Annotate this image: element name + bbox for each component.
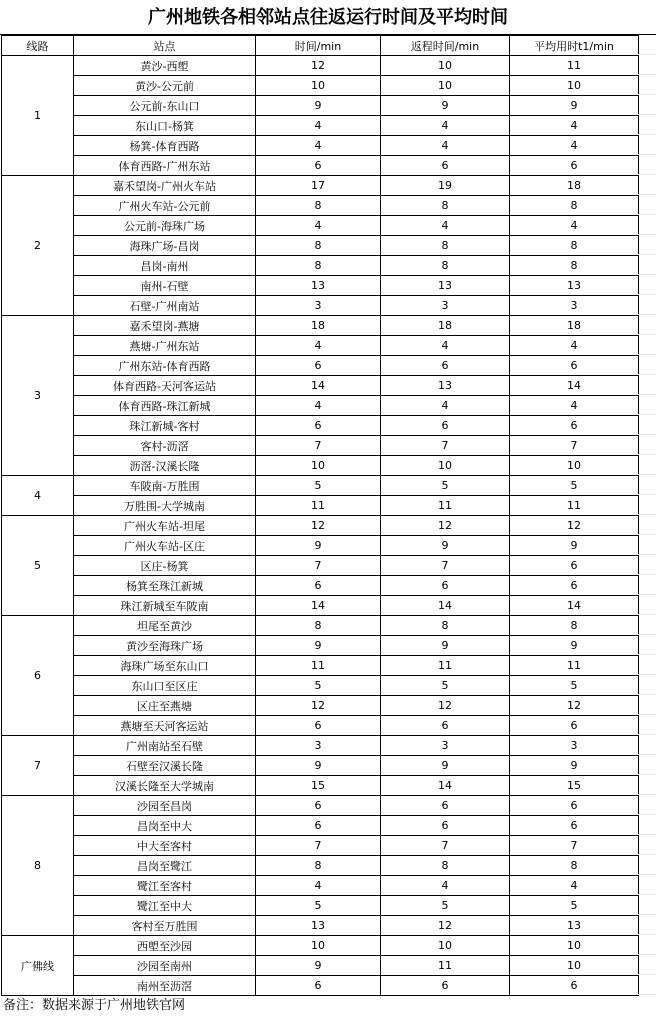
time-cell[interactable]: 8 bbox=[256, 236, 381, 256]
station-pair-cell[interactable]: 南州-石壁 bbox=[74, 276, 256, 296]
station-pair-cell[interactable]: 体育西路-珠江新城 bbox=[74, 396, 256, 416]
time-cell[interactable]: 5 bbox=[256, 896, 381, 916]
return-time-cell[interactable]: 10 bbox=[381, 56, 510, 76]
return-time-cell[interactable]: 9 bbox=[381, 756, 510, 776]
time-cell[interactable]: 12 bbox=[256, 56, 381, 76]
station-pair-cell[interactable]: 石壁至汉溪长隆 bbox=[74, 756, 256, 776]
table-row bbox=[2, 56, 639, 76]
header-station[interactable]: 站点 bbox=[74, 36, 256, 56]
average-time-cell[interactable]: 6 bbox=[510, 416, 639, 436]
table-row bbox=[2, 336, 639, 356]
time-cell[interactable]: 6 bbox=[256, 816, 381, 836]
time-cell[interactable]: 9 bbox=[256, 756, 381, 776]
station-pair-cell[interactable]: 区庄-杨箕 bbox=[74, 556, 256, 576]
time-cell[interactable]: 12 bbox=[256, 696, 381, 716]
average-time-cell[interactable]: 9 bbox=[510, 756, 639, 776]
time-cell[interactable]: 4 bbox=[256, 136, 381, 156]
average-time-cell[interactable]: 4 bbox=[510, 876, 639, 896]
average-time-cell[interactable]: 6 bbox=[510, 976, 639, 996]
station-pair-cell[interactable]: 广州火车站-坦尾 bbox=[74, 516, 256, 536]
time-cell[interactable]: 4 bbox=[256, 216, 381, 236]
average-time-cell[interactable]: 6 bbox=[510, 556, 639, 576]
time-cell[interactable]: 4 bbox=[256, 116, 381, 136]
table-row bbox=[2, 116, 639, 136]
line-cell[interactable]: 4 bbox=[2, 476, 74, 516]
table-row bbox=[2, 736, 639, 756]
time-cell[interactable]: 7 bbox=[256, 436, 381, 456]
station-pair-cell[interactable]: 东山口-杨箕 bbox=[74, 116, 256, 136]
time-cell[interactable]: 6 bbox=[256, 716, 381, 736]
station-pair-cell[interactable]: 鹭江至中大 bbox=[74, 896, 256, 916]
return-time-cell[interactable]: 4 bbox=[381, 116, 510, 136]
return-time-cell[interactable]: 19 bbox=[381, 176, 510, 196]
time-cell[interactable]: 10 bbox=[256, 936, 381, 956]
average-time-cell[interactable]: 18 bbox=[510, 176, 639, 196]
time-cell[interactable]: 9 bbox=[256, 956, 381, 976]
line-cell[interactable]: 1 bbox=[2, 56, 74, 176]
return-time-cell[interactable]: 9 bbox=[381, 636, 510, 656]
return-time-cell[interactable]: 8 bbox=[381, 236, 510, 256]
header-row bbox=[2, 36, 639, 56]
station-pair-cell[interactable]: 嘉禾望岗-燕塘 bbox=[74, 316, 256, 336]
station-pair-cell[interactable]: 坦尾至黄沙 bbox=[74, 616, 256, 636]
station-pair-cell[interactable]: 南州至沥滘 bbox=[74, 976, 256, 996]
average-time-cell[interactable]: 8 bbox=[510, 256, 639, 276]
time-cell[interactable]: 6 bbox=[256, 976, 381, 996]
time-cell[interactable]: 18 bbox=[256, 316, 381, 336]
return-time-cell[interactable]: 4 bbox=[381, 396, 510, 416]
station-pair-cell[interactable]: 珠江新城-客村 bbox=[74, 416, 256, 436]
average-time-cell[interactable]: 9 bbox=[510, 96, 639, 116]
station-pair-cell[interactable]: 车陂南-万胜围 bbox=[74, 476, 256, 496]
station-pair-cell[interactable]: 公元前-东山口 bbox=[74, 96, 256, 116]
table-row bbox=[2, 576, 639, 596]
return-time-cell[interactable]: 6 bbox=[381, 796, 510, 816]
return-time-cell[interactable]: 9 bbox=[381, 536, 510, 556]
return-time-cell[interactable]: 10 bbox=[381, 76, 510, 96]
table-row bbox=[2, 236, 639, 256]
table-row bbox=[2, 816, 639, 836]
average-time-cell[interactable]: 6 bbox=[510, 796, 639, 816]
time-cell[interactable]: 13 bbox=[256, 276, 381, 296]
header-average-time[interactable]: 平均用时t1/min bbox=[510, 36, 639, 56]
return-time-cell[interactable]: 6 bbox=[381, 816, 510, 836]
station-pair-cell[interactable]: 沥滘-汉溪长隆 bbox=[74, 456, 256, 476]
station-pair-cell[interactable]: 黄沙-公元前 bbox=[74, 76, 256, 96]
line-cell[interactable]: 3 bbox=[2, 316, 74, 476]
station-pair-cell[interactable]: 沙园至昌岗 bbox=[74, 796, 256, 816]
table-row bbox=[2, 96, 639, 116]
station-pair-cell[interactable]: 昌岗-南州 bbox=[74, 256, 256, 276]
average-time-cell[interactable]: 11 bbox=[510, 496, 639, 516]
header-return-time[interactable]: 返程时间/min bbox=[381, 36, 510, 56]
time-cell[interactable]: 10 bbox=[256, 76, 381, 96]
station-pair-cell[interactable]: 东山口至区庄 bbox=[74, 676, 256, 696]
average-time-cell[interactable]: 10 bbox=[510, 936, 639, 956]
average-time-cell[interactable]: 7 bbox=[510, 836, 639, 856]
return-time-cell[interactable]: 10 bbox=[381, 456, 510, 476]
time-cell[interactable]: 11 bbox=[256, 656, 381, 676]
average-time-cell[interactable]: 6 bbox=[510, 156, 639, 176]
return-time-cell[interactable]: 6 bbox=[381, 156, 510, 176]
line-cell[interactable]: 8 bbox=[2, 796, 74, 936]
time-cell[interactable]: 4 bbox=[256, 396, 381, 416]
time-cell[interactable]: 6 bbox=[256, 156, 381, 176]
station-pair-cell[interactable]: 广州南站至石壁 bbox=[74, 736, 256, 756]
table-row bbox=[2, 456, 639, 476]
return-time-cell[interactable]: 6 bbox=[381, 576, 510, 596]
station-pair-cell[interactable]: 黄沙-西塱 bbox=[74, 56, 256, 76]
station-pair-cell[interactable]: 汉溪长隆至大学城南 bbox=[74, 776, 256, 796]
table-row bbox=[2, 376, 639, 396]
return-time-cell[interactable]: 10 bbox=[381, 936, 510, 956]
return-time-cell[interactable]: 8 bbox=[381, 256, 510, 276]
station-pair-cell[interactable]: 西塱至沙园 bbox=[74, 936, 256, 956]
header-time[interactable]: 时间/min bbox=[256, 36, 381, 56]
station-pair-cell[interactable]: 杨箕至珠江新城 bbox=[74, 576, 256, 596]
table-row bbox=[2, 936, 639, 956]
header-line[interactable]: 线路 bbox=[2, 36, 74, 56]
return-time-cell[interactable]: 4 bbox=[381, 136, 510, 156]
return-time-cell[interactable]: 11 bbox=[381, 496, 510, 516]
time-cell[interactable]: 8 bbox=[256, 616, 381, 636]
average-time-cell[interactable]: 4 bbox=[510, 116, 639, 136]
average-time-cell[interactable]: 6 bbox=[510, 816, 639, 836]
table-row bbox=[2, 716, 639, 736]
table-row bbox=[2, 876, 639, 896]
time-cell[interactable]: 8 bbox=[256, 856, 381, 876]
time-cell[interactable]: 9 bbox=[256, 636, 381, 656]
table-row bbox=[2, 836, 639, 856]
table-row bbox=[2, 556, 639, 576]
time-cell[interactable]: 17 bbox=[256, 176, 381, 196]
time-cell[interactable]: 5 bbox=[256, 676, 381, 696]
station-pair-cell[interactable]: 广州火车站-公元前 bbox=[74, 196, 256, 216]
time-cell[interactable]: 14 bbox=[256, 376, 381, 396]
return-time-cell[interactable]: 4 bbox=[381, 336, 510, 356]
table-row bbox=[2, 436, 639, 456]
table-row bbox=[2, 276, 639, 296]
station-pair-cell[interactable]: 公元前-海珠广场 bbox=[74, 216, 256, 236]
return-time-cell[interactable]: 5 bbox=[381, 476, 510, 496]
table-row bbox=[2, 956, 639, 976]
time-cell[interactable]: 7 bbox=[256, 836, 381, 856]
table-row bbox=[2, 596, 639, 616]
return-time-cell[interactable]: 7 bbox=[381, 836, 510, 856]
average-time-cell[interactable]: 13 bbox=[510, 276, 639, 296]
return-time-cell[interactable]: 12 bbox=[381, 696, 510, 716]
sheet-gridlines bbox=[638, 35, 656, 995]
time-cell[interactable]: 6 bbox=[256, 416, 381, 436]
average-time-cell[interactable]: 12 bbox=[510, 516, 639, 536]
return-time-cell[interactable]: 7 bbox=[381, 556, 510, 576]
line-cell[interactable]: 广佛线 bbox=[2, 936, 74, 996]
average-time-cell[interactable]: 10 bbox=[510, 956, 639, 976]
return-time-cell[interactable]: 3 bbox=[381, 296, 510, 316]
table-row bbox=[2, 496, 639, 516]
table-row bbox=[2, 856, 639, 876]
average-time-cell[interactable]: 11 bbox=[510, 656, 639, 676]
line-cell[interactable]: 7 bbox=[2, 736, 74, 796]
table-title: 广州地铁各相邻站点往返运行时间及平均时间 bbox=[0, 0, 656, 35]
average-time-cell[interactable]: 6 bbox=[510, 576, 639, 596]
return-time-cell[interactable]: 12 bbox=[381, 916, 510, 936]
time-cell[interactable]: 3 bbox=[256, 736, 381, 756]
average-time-cell[interactable]: 5 bbox=[510, 896, 639, 916]
table-row bbox=[2, 636, 639, 656]
return-time-cell[interactable]: 14 bbox=[381, 776, 510, 796]
table-row bbox=[2, 76, 639, 96]
average-time-cell[interactable]: 9 bbox=[510, 536, 639, 556]
return-time-cell[interactable]: 4 bbox=[381, 216, 510, 236]
table-row bbox=[2, 416, 639, 436]
average-time-cell[interactable]: 8 bbox=[510, 856, 639, 876]
average-time-cell[interactable]: 4 bbox=[510, 136, 639, 156]
average-time-cell[interactable]: 8 bbox=[510, 196, 639, 216]
station-pair-cell[interactable]: 万胜围-大学城南 bbox=[74, 496, 256, 516]
time-cell[interactable]: 5 bbox=[256, 476, 381, 496]
average-time-cell[interactable]: 7 bbox=[510, 436, 639, 456]
table-row bbox=[2, 536, 639, 556]
time-cell[interactable]: 6 bbox=[256, 356, 381, 376]
return-time-cell[interactable]: 8 bbox=[381, 616, 510, 636]
return-time-cell[interactable]: 6 bbox=[381, 716, 510, 736]
station-pair-cell[interactable]: 广州东站-体育西路 bbox=[74, 356, 256, 376]
table-row bbox=[2, 676, 639, 696]
return-time-cell[interactable]: 7 bbox=[381, 436, 510, 456]
table-row bbox=[2, 136, 639, 156]
table-row bbox=[2, 776, 639, 796]
table-row bbox=[2, 976, 639, 996]
station-pair-cell[interactable]: 中大至客村 bbox=[74, 836, 256, 856]
return-time-cell[interactable]: 6 bbox=[381, 416, 510, 436]
time-cell[interactable]: 12 bbox=[256, 516, 381, 536]
average-time-cell[interactable]: 4 bbox=[510, 216, 639, 236]
return-time-cell[interactable]: 5 bbox=[381, 676, 510, 696]
average-time-cell[interactable]: 14 bbox=[510, 596, 639, 616]
station-pair-cell[interactable]: 区庄至燕塘 bbox=[74, 696, 256, 716]
average-time-cell[interactable]: 5 bbox=[510, 676, 639, 696]
station-pair-cell[interactable]: 沙园至南州 bbox=[74, 956, 256, 976]
table-row bbox=[2, 356, 639, 376]
return-time-cell[interactable]: 6 bbox=[381, 356, 510, 376]
table-row bbox=[2, 916, 639, 936]
time-cell[interactable]: 3 bbox=[256, 296, 381, 316]
return-time-cell[interactable]: 9 bbox=[381, 96, 510, 116]
station-pair-cell[interactable]: 昌岗至鹭江 bbox=[74, 856, 256, 876]
table-row bbox=[2, 256, 639, 276]
table-row bbox=[2, 756, 639, 776]
table-body bbox=[2, 56, 639, 996]
table-row bbox=[2, 196, 639, 216]
return-time-cell[interactable]: 14 bbox=[381, 596, 510, 616]
station-pair-cell[interactable]: 体育西路-广州东站 bbox=[74, 156, 256, 176]
return-time-cell[interactable]: 3 bbox=[381, 736, 510, 756]
table-row bbox=[2, 796, 639, 816]
return-time-cell[interactable]: 4 bbox=[381, 876, 510, 896]
table-row bbox=[2, 216, 639, 236]
average-time-cell[interactable]: 9 bbox=[510, 636, 639, 656]
station-pair-cell[interactable]: 杨箕-体育西路 bbox=[74, 136, 256, 156]
line-cell[interactable]: 6 bbox=[2, 616, 74, 736]
table-row bbox=[2, 316, 639, 336]
average-time-cell[interactable]: 3 bbox=[510, 296, 639, 316]
average-time-cell[interactable]: 10 bbox=[510, 76, 639, 96]
average-time-cell[interactable]: 11 bbox=[510, 56, 639, 76]
average-time-cell[interactable]: 4 bbox=[510, 336, 639, 356]
time-cell[interactable]: 6 bbox=[256, 796, 381, 816]
source-note: 备注：数据来源于广州地铁官网 bbox=[3, 998, 186, 1013]
return-time-cell[interactable]: 8 bbox=[381, 856, 510, 876]
time-cell[interactable]: 8 bbox=[256, 196, 381, 216]
table-row bbox=[2, 516, 639, 536]
travel-time-table bbox=[1, 35, 639, 996]
average-time-cell[interactable]: 4 bbox=[510, 396, 639, 416]
average-time-cell[interactable]: 14 bbox=[510, 376, 639, 396]
station-pair-cell[interactable]: 广州火车站-区庄 bbox=[74, 536, 256, 556]
time-cell[interactable]: 14 bbox=[256, 596, 381, 616]
station-pair-cell[interactable]: 鹭江至客村 bbox=[74, 876, 256, 896]
station-pair-cell[interactable]: 海珠广场至东山口 bbox=[74, 656, 256, 676]
average-time-cell[interactable]: 18 bbox=[510, 316, 639, 336]
table-row bbox=[2, 896, 639, 916]
table-row bbox=[2, 696, 639, 716]
station-pair-cell[interactable]: 黄沙至海珠广场 bbox=[74, 636, 256, 656]
time-cell[interactable]: 6 bbox=[256, 576, 381, 596]
return-time-cell[interactable]: 13 bbox=[381, 376, 510, 396]
average-time-cell[interactable]: 8 bbox=[510, 236, 639, 256]
return-time-cell[interactable]: 13 bbox=[381, 276, 510, 296]
return-time-cell[interactable]: 8 bbox=[381, 196, 510, 216]
table-row bbox=[2, 296, 639, 316]
table-row bbox=[2, 176, 639, 196]
time-cell[interactable]: 9 bbox=[256, 536, 381, 556]
line-cell[interactable]: 2 bbox=[2, 176, 74, 316]
station-pair-cell[interactable]: 石壁-广州南站 bbox=[74, 296, 256, 316]
station-pair-cell[interactable]: 珠江新城至车陂南 bbox=[74, 596, 256, 616]
time-cell[interactable]: 11 bbox=[256, 496, 381, 516]
time-cell[interactable]: 7 bbox=[256, 556, 381, 576]
return-time-cell[interactable]: 11 bbox=[381, 656, 510, 676]
time-cell[interactable]: 4 bbox=[256, 876, 381, 896]
station-pair-cell[interactable]: 客村-沥滘 bbox=[74, 436, 256, 456]
return-time-cell[interactable]: 5 bbox=[381, 896, 510, 916]
station-pair-cell[interactable]: 嘉禾望岗-广州火车站 bbox=[74, 176, 256, 196]
station-pair-cell[interactable]: 燕塘至天河客运站 bbox=[74, 716, 256, 736]
average-time-cell[interactable]: 12 bbox=[510, 696, 639, 716]
average-time-cell[interactable]: 10 bbox=[510, 456, 639, 476]
station-pair-cell[interactable]: 昌岗至中大 bbox=[74, 816, 256, 836]
return-time-cell[interactable]: 12 bbox=[381, 516, 510, 536]
time-cell[interactable]: 9 bbox=[256, 96, 381, 116]
table-row bbox=[2, 656, 639, 676]
return-time-cell[interactable]: 6 bbox=[381, 976, 510, 996]
table-row bbox=[2, 616, 639, 636]
station-pair-cell[interactable]: 客村至万胜围 bbox=[74, 916, 256, 936]
average-time-cell[interactable]: 15 bbox=[510, 776, 639, 796]
station-pair-cell[interactable]: 体育西路-天河客运站 bbox=[74, 376, 256, 396]
time-cell[interactable]: 15 bbox=[256, 776, 381, 796]
time-cell[interactable]: 8 bbox=[256, 256, 381, 276]
average-time-cell[interactable]: 8 bbox=[510, 616, 639, 636]
station-pair-cell[interactable]: 燕塘-广州东站 bbox=[74, 336, 256, 356]
time-cell[interactable]: 13 bbox=[256, 916, 381, 936]
average-time-cell[interactable]: 6 bbox=[510, 356, 639, 376]
average-time-cell[interactable]: 13 bbox=[510, 916, 639, 936]
average-time-cell[interactable]: 3 bbox=[510, 736, 639, 756]
return-time-cell[interactable]: 18 bbox=[381, 316, 510, 336]
time-cell[interactable]: 4 bbox=[256, 336, 381, 356]
average-time-cell[interactable]: 6 bbox=[510, 716, 639, 736]
table-row bbox=[2, 156, 639, 176]
return-time-cell[interactable]: 11 bbox=[381, 956, 510, 976]
table-row bbox=[2, 476, 639, 496]
time-cell[interactable]: 10 bbox=[256, 456, 381, 476]
station-pair-cell[interactable]: 海珠广场-昌岗 bbox=[74, 236, 256, 256]
table-row bbox=[2, 396, 639, 416]
average-time-cell[interactable]: 5 bbox=[510, 476, 639, 496]
line-cell[interactable]: 5 bbox=[2, 516, 74, 616]
